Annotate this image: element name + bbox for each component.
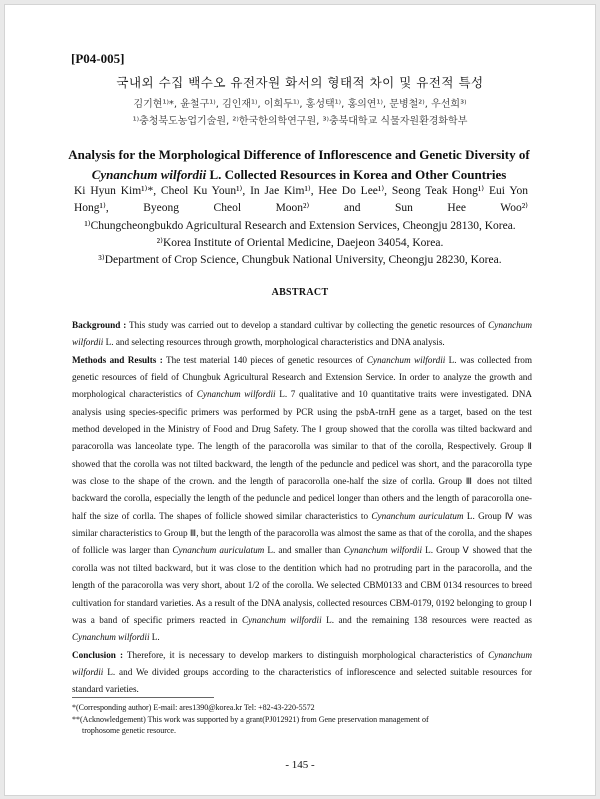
methods-paragraph [72, 352, 532, 647]
species-name: Cynanchum wilfordii [343, 545, 423, 556]
conclusion-text: Therefore, it is necessary to develop markers to distinguish morphological characteristics of [123, 649, 489, 660]
footnote-corresponding-author: *(Corresponding author) E-mail: ares1390@korea.kr Tel: +82-43-220-5572 [72, 703, 315, 712]
methods-text: The test material 140 pieces of genetic resources of [162, 354, 367, 365]
species-name: Cynanchum wilfordii [196, 389, 276, 400]
species-name: Cynanchum wilfordii [72, 649, 532, 677]
footnote-acknowledgement [72, 714, 532, 736]
methods-text: L. Group Ⅴ showed that the corolla was not tilted backward, but it was close to the dentition which had no protruding part in the paracorolla, and the length of the paracorolla was very short, about 1/2 of the corolla. We selected CBM0133 and CBM 0134 resources to breed cultivation for standard varieties. As a result of the DNA analysis, collected resources CBM-0179, 0192 belonging to group Ⅰ was a band of specific primers reacted in [72, 545, 532, 625]
background-label: Background : [72, 320, 127, 330]
methods-label: Methods and Results : [72, 354, 163, 365]
abstract-heading: ABSTRACT [271, 287, 329, 298]
conclusion-text: L. and We divided groups according to the characteristics of inflorescence and selected suitable resources for standard varieties. [72, 666, 532, 695]
title-part1: Analysis for the Morphological Difference of Inflorescence and Genetic Diversity of [68, 147, 530, 162]
species-name: Cynanchum auriculatum [371, 510, 464, 521]
korean-title: 국내외 수집 백수오 유전자원 화서의 형태적 차이 및 유전적 특성 [116, 75, 484, 90]
species-name: Cynanchum auriculatum [172, 545, 265, 556]
methods-text: L. was collected from genetic resources of field of Chungbuk Agricultural Research and Extension Service. In order to analyze the growth and morphological characteristics of [72, 354, 533, 400]
species-name: Cynanchum wilfordii [241, 614, 322, 625]
page-number: - 145 - [285, 759, 315, 771]
english-title [60, 145, 538, 185]
methods-text: L. [149, 632, 160, 643]
ack-line-2: trophosome genetic resource. [82, 726, 176, 735]
english-authors: Ki Hyun Kim¹⁾*, Cheol Ku Youn¹⁾, In Jae Kim¹⁾, Hee Do Lee¹⁾, Seong Teak Hong¹⁾ Eui Yon Hong¹⁾, Byeong Cheol Moon²⁾ and Sun Hee Woo²⁾ [74, 185, 528, 214]
methods-text: L. and smaller than [264, 545, 344, 556]
background-text: This study was carried out to develop a standard cultivar by collecting the genetic resources of [126, 320, 489, 330]
title-part2: L. Collected Resources in Korea and Other Countries [206, 167, 507, 182]
methods-text: L. and the remaining 138 resources were reacted as [321, 614, 532, 625]
background-text: L. and selecting resources through growth, morphological characteristics and DNA analysis. [103, 337, 445, 348]
korean-authors: 김기현¹⁾*, 윤철구¹⁾, 김인재¹⁾, 이희두¹⁾, 홍성택¹⁾, 홍의연¹⁾, 문병철²⁾, 우선희³⁾ [133, 99, 467, 110]
methods-text: L. Group Ⅳ was similar characteristics to Group Ⅲ, but the length of the paracorolla was almost the same as that of the corolla, and the shapes of follicle was larger than [72, 510, 532, 556]
poster-code: [P04-005] [71, 51, 125, 66]
species-name: Cynanchum wilfordii [72, 632, 150, 643]
methods-text: L. 7 qualitative and 10 quantitative traits were investigated. DNA analysis using species-specific primers was performed by PCR using the psbA-trnH gene as a target, based on the test method developed in the Ministry of Food and Drug Safety. The Ⅰ group showed that the corolla was tilted backward and paracorolla was lanceolate type. The length of the paracorolla was similar to that of the corolla, Respectively. Group Ⅱ showed that the corolla was not tilted backward, the length of the peduncle and pedicel was short, and the paracorolla type was close to the shape of the crown. and the length of paracorolla one-half the size of corlla. Group Ⅲ does not tilted backward the corolla, especially the length of the peduncle and pedicel longer than others and the length of paracorolla one-half the size of corlla. The shapes of follicle showed similar characteristics to [72, 389, 533, 521]
korean-affiliations: ¹⁾충청북도농업기술원, ²⁾한국한의학연구원, ³⁾충북대학교 식물자원환경화학부 [132, 116, 468, 127]
english-affiliation-3: ³⁾Department of Crop Science, Chungbuk National University, Cheongju 28230, Korea. [98, 254, 502, 266]
english-affiliation-2: ²⁾Korea Institute of Oriental Medicine, Daejeon 34054, Korea. [156, 237, 444, 249]
species-name: Cynanchum wilfordii [366, 354, 446, 365]
ack-line-1: **(Acknowledgement) This work was supported by a grant(PJ012921) from Gene preservation management of [72, 715, 429, 724]
conclusion-paragraph [72, 647, 532, 699]
title-species: Cynanchum wilfordii [91, 167, 207, 182]
abstract-body [72, 317, 532, 699]
background-paragraph [72, 317, 532, 352]
conclusion-label: Conclusion : [72, 649, 124, 660]
species-name: Cynanchum wilfordii [72, 320, 532, 348]
english-affiliation-1: ¹⁾Chungcheongbukdo Agricultural Research and Extension Services, Cheongju 28130, Korea. [84, 220, 516, 232]
footnote-divider [72, 697, 214, 698]
